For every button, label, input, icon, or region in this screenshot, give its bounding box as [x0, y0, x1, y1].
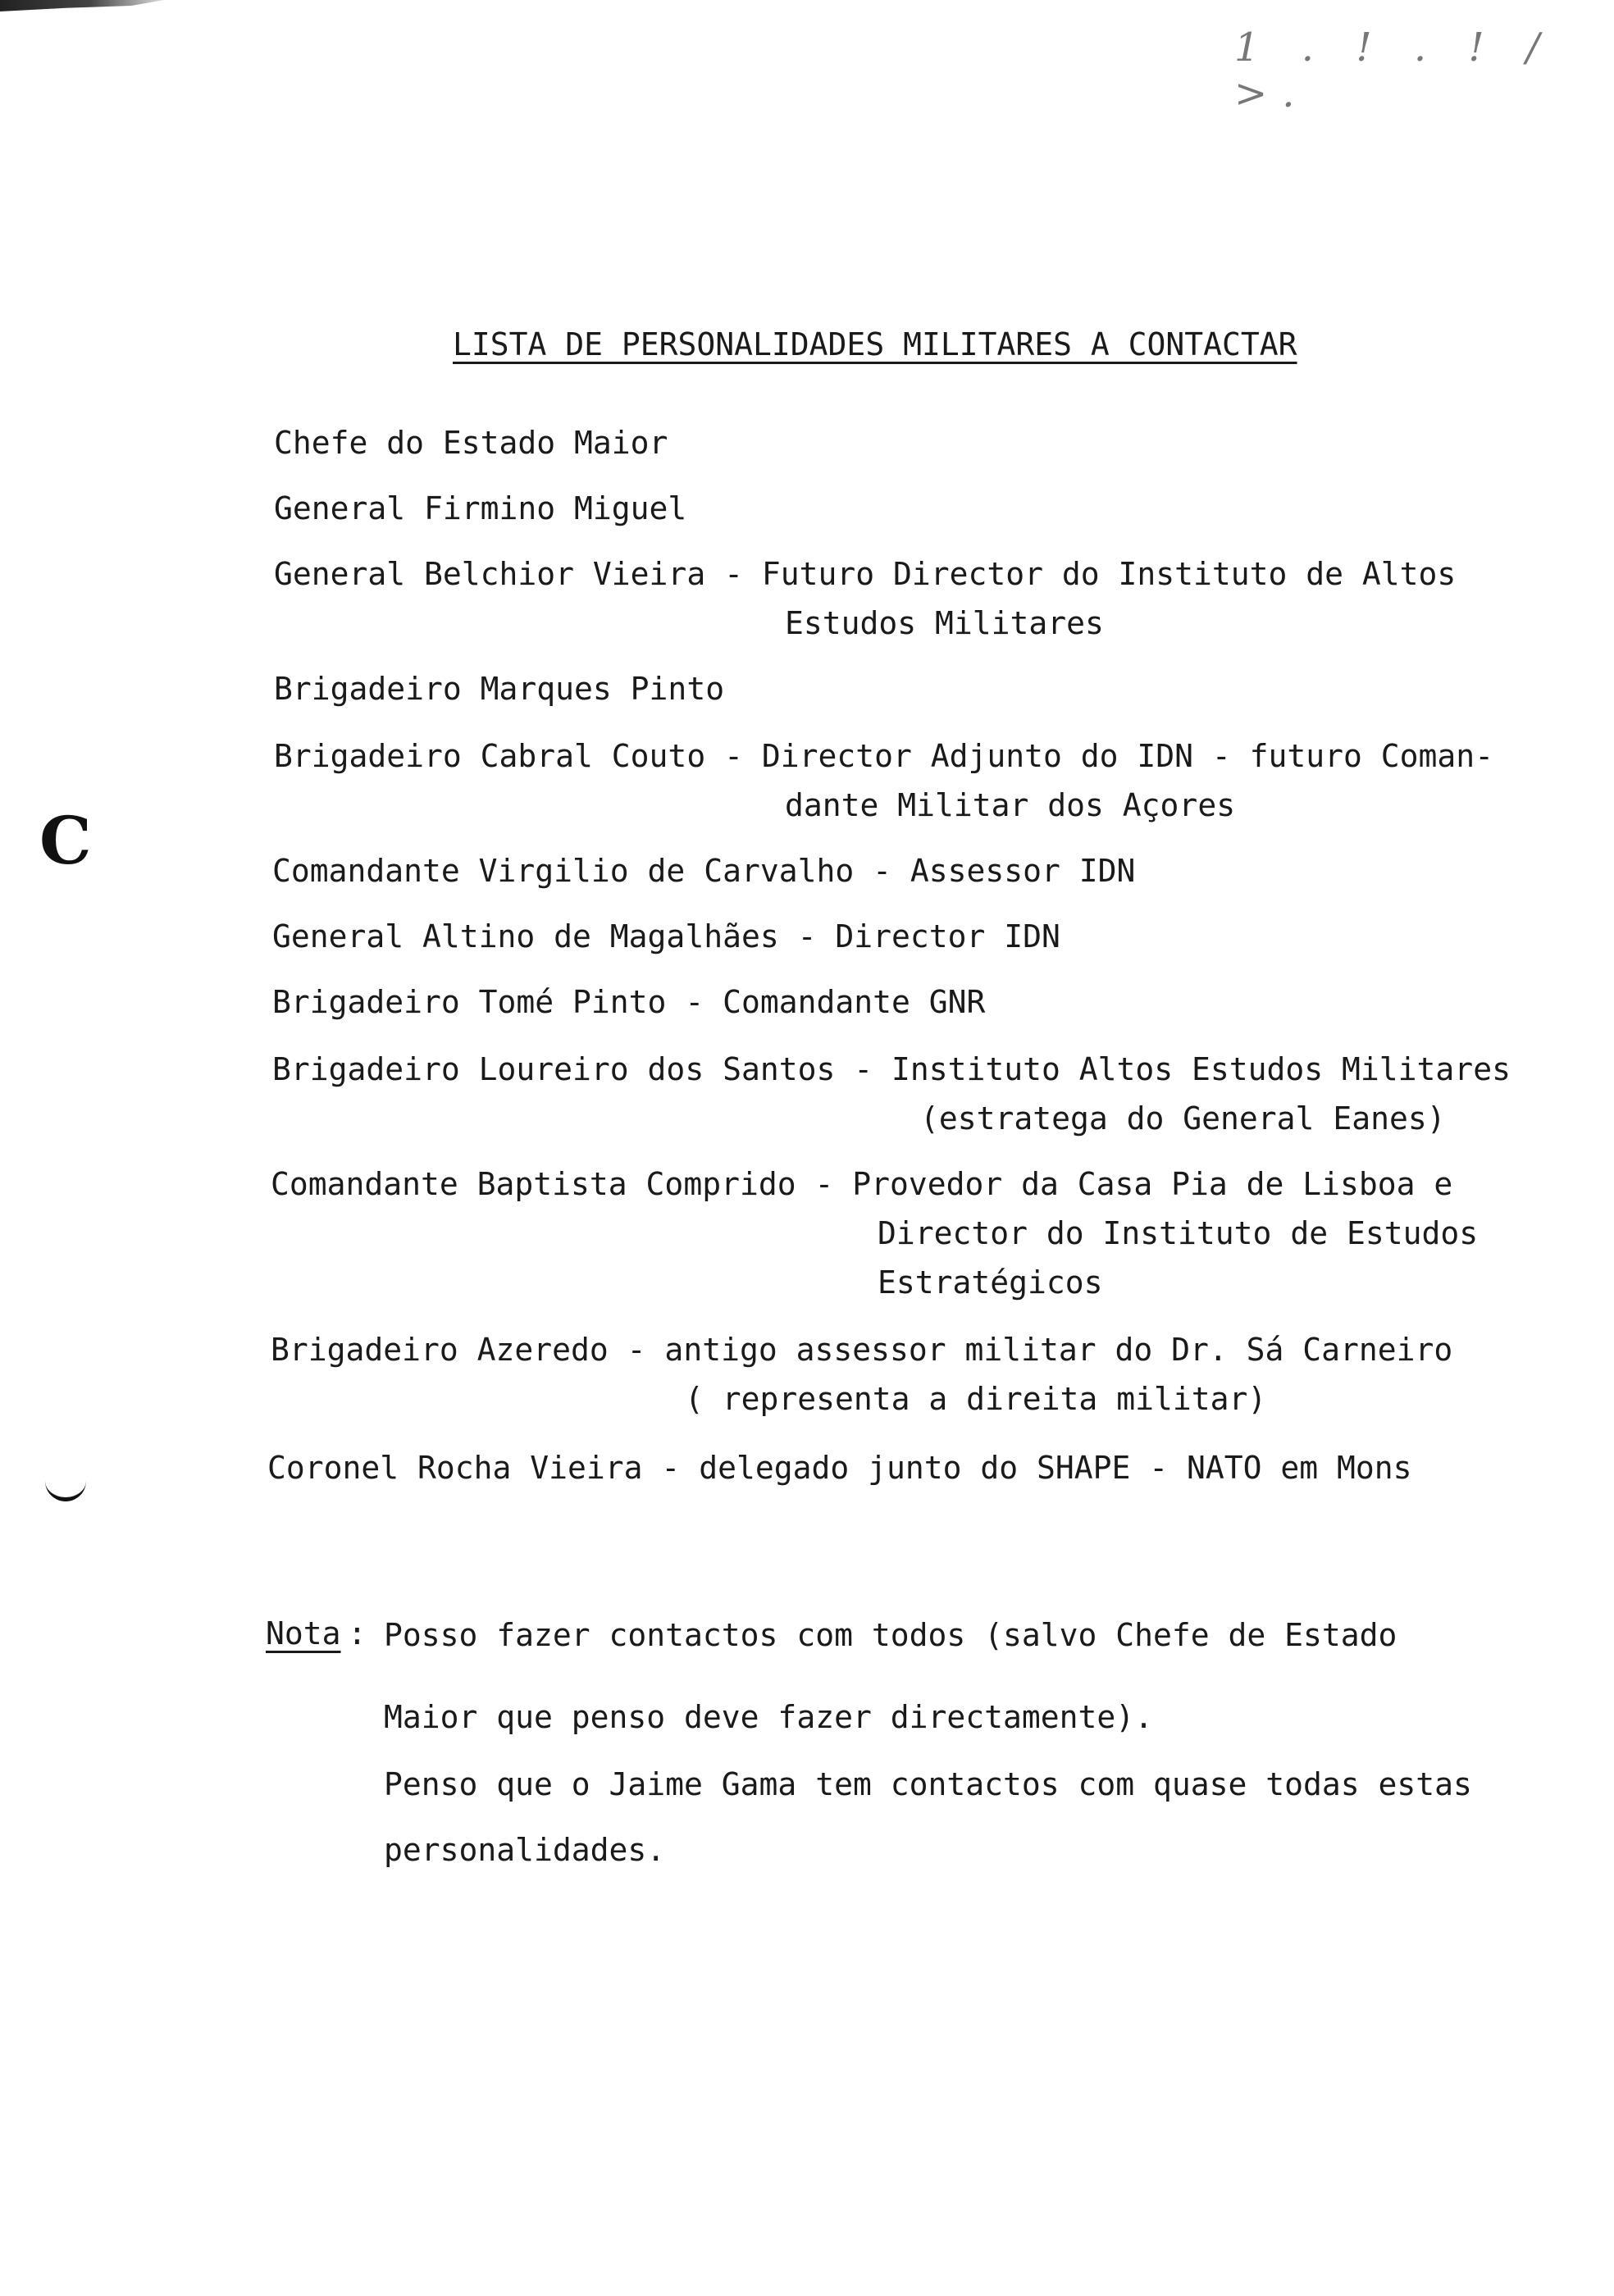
list-item-continuation: dante Militar dos Açores	[785, 787, 1236, 823]
list-item: Brigadeiro Tomé Pinto - Comandante GNR	[272, 984, 986, 1020]
list-item: Chefe do Estado Maior	[274, 425, 668, 461]
list-item: Coronel Rocha Vieira - delegado junto do SHAPE - NATO em Mons	[267, 1450, 1412, 1486]
list-item: General Belchior Vieira - Futuro Director do Instituto de Altos	[274, 556, 1457, 592]
note-line: Posso fazer contactos com todos (salvo Chefe de Estado	[384, 1617, 1397, 1653]
list-item: Comandante Virgilio de Carvalho - Assessor IDN	[272, 853, 1136, 889]
margin-hole-mark-top: C	[39, 802, 92, 879]
note-line: Maior que penso deve fazer directamente).	[384, 1699, 1153, 1735]
note-line: personalidades.	[384, 1832, 666, 1868]
list-item-continuation: Estratégicos	[878, 1264, 1103, 1301]
scan-artifact	[0, 0, 164, 11]
list-item: Brigadeiro Azeredo - antigo assessor militar do Dr. Sá Carneiro	[271, 1332, 1453, 1368]
list-item-continuation: (estratega do General Eanes)	[920, 1100, 1446, 1137]
list-item: Brigadeiro Loureiro dos Santos - Instituto Altos Estudos Militares	[272, 1051, 1511, 1087]
note-line: Penso que o Jaime Gama tem contactos com quase todas estas	[384, 1766, 1472, 1802]
handwritten-reference-number: 1 . ! . ! / >.	[1234, 25, 1555, 116]
note-label: Nota	[266, 1615, 341, 1651]
list-item: General Altino de Magalhães - Director IDN	[272, 918, 1060, 954]
document-title: LISTA DE PERSONALIDADES MILITARES A CONTACTAR	[453, 326, 1297, 362]
margin-hole-mark-bottom	[45, 1474, 86, 1501]
list-item: General Firmino Miguel	[274, 490, 687, 526]
list-item: Comandante Baptista Comprido - Provedor da Casa Pia de Lisboa e	[271, 1166, 1453, 1202]
list-item-continuation: Director do Instituto de Estudos	[878, 1215, 1479, 1251]
note-colon: :	[348, 1615, 367, 1651]
list-item-continuation: Estudos Militares	[785, 605, 1104, 641]
list-item: Brigadeiro Marques Pinto	[274, 671, 725, 707]
list-item-continuation: ( representa a direita militar)	[685, 1381, 1267, 1417]
list-item: Brigadeiro Cabral Couto - Director Adjunto do IDN - futuro Coman-	[274, 738, 1494, 774]
